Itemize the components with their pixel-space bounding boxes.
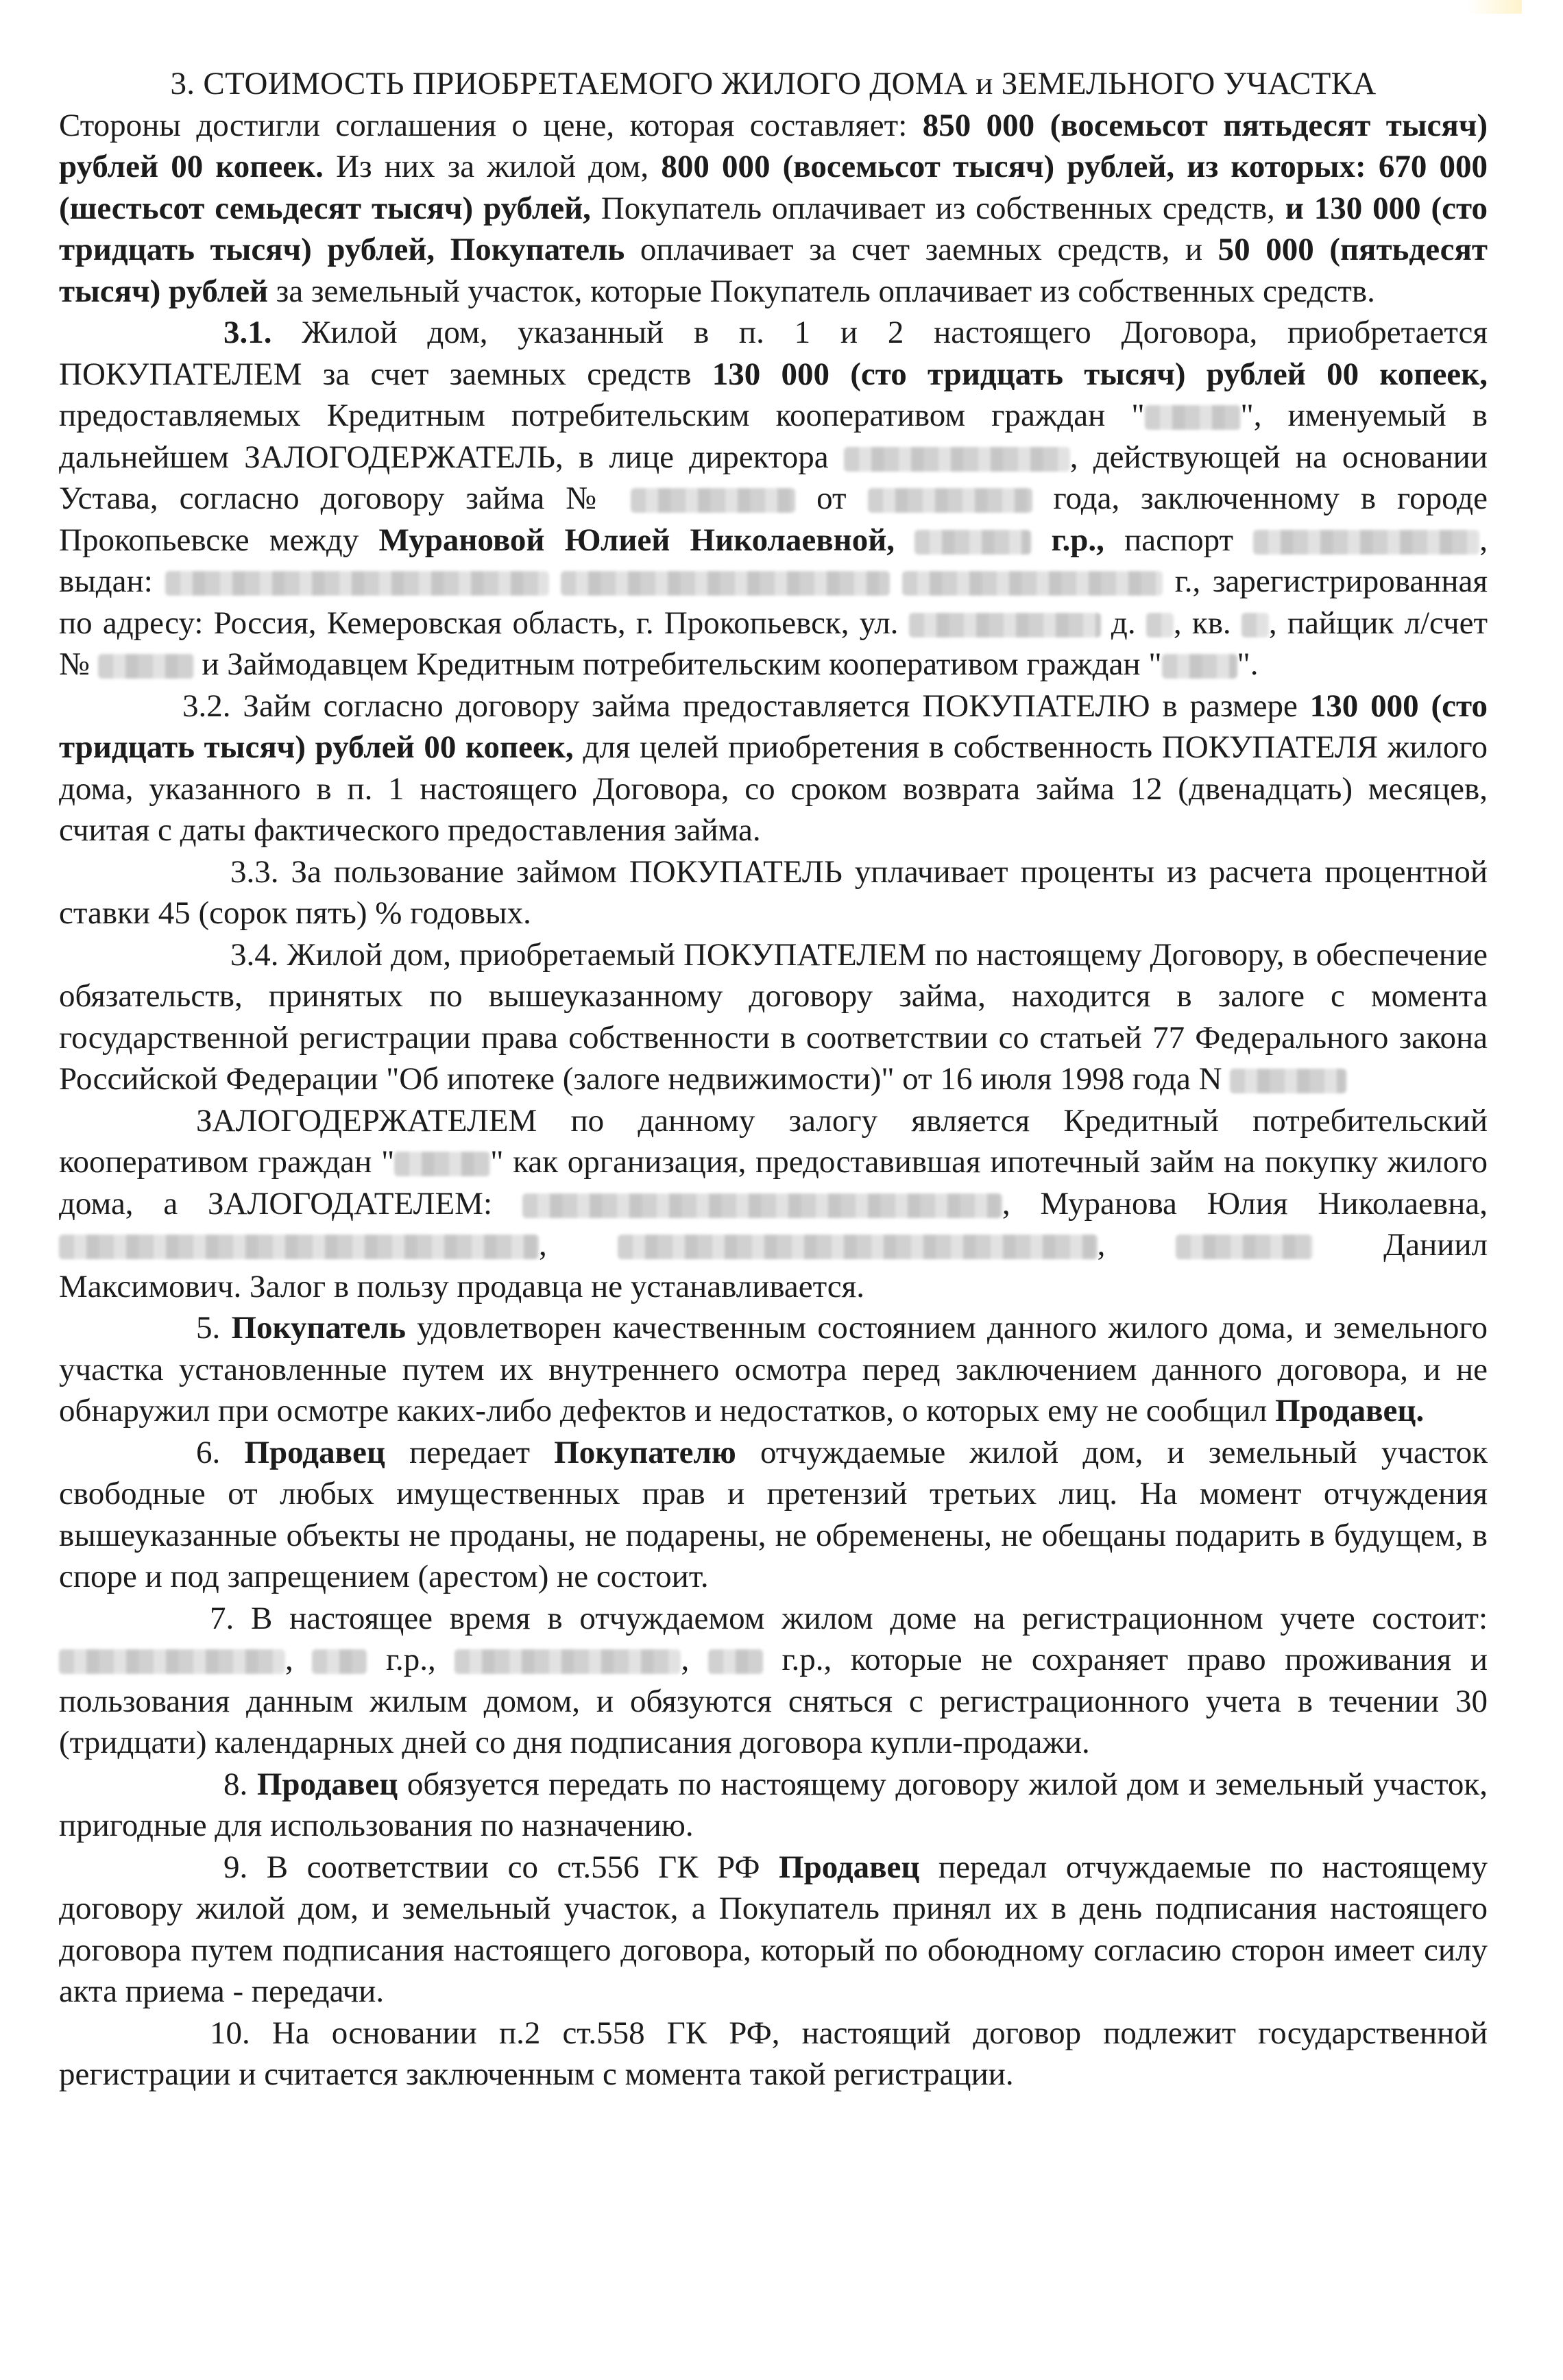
- text: передает: [385, 1434, 555, 1470]
- text: 7. В настоящее время в отчуждаемом жилом доме на регистрационном учете состоит:: [210, 1600, 1488, 1636]
- text: 3.4. Жилой дом, приобретаемый ПОКУПАТЕЛЕМ по настоящему Договору, в обеспечение обязательств, принятых по вышеуказанному договору займа, находится в залоге с момента государственной регистрации права собственности в соответствии со статьей 77 Федерального закона Российской Федерации "Об ипотеке (залоге недвижимости)" от 16 июля 1998 года N: [59, 936, 1488, 1097]
- clause-number: 6.: [196, 1434, 245, 1470]
- clause-3-4: [59, 934, 1488, 1100]
- redacted-pledger-4: [1176, 1235, 1313, 1259]
- text: ,: [681, 1642, 708, 1677]
- redacted-passport-issuer-2: [561, 571, 890, 596]
- text: Покупатель оплачивает из собственных средств,: [590, 190, 1285, 226]
- text: от: [795, 481, 868, 516]
- redacted-year-1: [312, 1649, 367, 1674]
- redacted-loan-date: [868, 488, 1032, 513]
- text: г., зарегистрированная по адресу: Россия, Кемеровская область, г. Прокопьевск, ул.: [59, 563, 1488, 641]
- text: предоставляемых Кредитным потребительским кооперативом граждан ": [59, 398, 1145, 433]
- clause-9: [59, 1847, 1488, 2013]
- section-3-title: СТОИМОСТЬ ПРИОБРЕТАЕМОГО ЖИЛОГО ДОМА и ЗЕМЕЛЬНОГО УЧАСТКА: [203, 66, 1377, 101]
- loan-amount: и 130 000 (сто тридцать тысяч) рублей, Покупатель: [59, 190, 1488, 267]
- text: ЗАЛОГОДЕРЖАТЕЛЕМ по данному залогу является Кредитный потребительский кооперативом граждан ": [59, 1102, 1488, 1180]
- clause-number: 3.2.: [182, 688, 231, 724]
- text: передал отчуждаемые по настоящему договору жилой дом, и земельный участок, а Покупатель принял их в день подписания настоящего договора путем подписания настоящего договора, который по обоюдному согласию сторон имеет силу акта приема - передачи.: [59, 1849, 1488, 2009]
- text: , действующей на основании Устава, согласно договору займа №: [59, 439, 1488, 516]
- text: Жилой дом, указанный в п. 1 и 2 настоящего Договора, приобретается ПОКУПАТЕЛЕМ за счет заемных средств: [59, 315, 1488, 392]
- redacted-flat: [1241, 613, 1269, 638]
- text: д.: [1100, 605, 1146, 641]
- text: , кв.: [1173, 605, 1241, 641]
- text: и Займодавцем Кредитным потребительским кооперативом граждан ": [193, 646, 1162, 682]
- redacted-law-number: [1230, 1069, 1346, 1093]
- text: ,: [1097, 1227, 1176, 1263]
- clause-number: 3.1.: [223, 315, 272, 350]
- redacted-year-2: [708, 1649, 763, 1674]
- redacted-pledger-1: [522, 1193, 1002, 1218]
- clause-3-3: 3.3. За пользование займом ПОКУПАТЕЛЬ уплачивает проценты из расчета процентной ставки 45 (сорок пять) % годовых.: [59, 853, 1488, 931]
- seller-term: Продавец: [244, 1434, 385, 1470]
- buyer-name: Мурановой Юлией Николаевной,: [378, 522, 895, 558]
- text: обязуется передать по настоящему договору жилой дом и земельный участок, пригодные для использования по назначению.: [59, 1766, 1488, 1843]
- clause-8: [59, 1764, 1488, 1847]
- redacted-coop-name-2: [1162, 654, 1237, 679]
- text: , пайщик л/счет №: [59, 605, 1488, 682]
- section-3-number: 3.: [170, 66, 195, 101]
- loan-amount: 130 000 (сто тридцать тысяч) рублей 00 копеек,: [712, 356, 1488, 392]
- seller-term: Продавец: [256, 1766, 398, 1802]
- pledge-paragraph: [59, 1100, 1488, 1308]
- redacted-coop-name: [1145, 405, 1241, 430]
- text: Из них за жилой дом,: [323, 149, 662, 184]
- scan-corner-mark: [1467, 0, 1522, 14]
- text: удовлетворен качественным состоянием данного жилого дома, и земельного участка установленные путем их внутреннего осмотра перед заключением данного договора, и не обнаружил при осмотре каких-либо дефектов и недостатков, о которых ему не сообщил: [59, 1310, 1488, 1429]
- clause-6: [59, 1432, 1488, 1598]
- text: г.р.,: [1051, 522, 1104, 558]
- text: Даниил Максимович. Залог в пользу продавца не устанавливается.: [59, 1227, 1488, 1304]
- text: ,: [539, 1227, 618, 1263]
- text: 9. В соответствии со ст.556 ГК РФ: [223, 1849, 779, 1885]
- seller-term: Продавец.: [1275, 1393, 1425, 1429]
- loan-amount: 130 000 (сто тридцать тысяч) рублей 00 копеек,: [59, 688, 1488, 765]
- total-price: 850 000 (восемьсот пятьдесят тысяч) рублей 00 копеек.: [59, 107, 1488, 184]
- text: ,: [285, 1642, 313, 1677]
- text: за земельный участок, которые Покупатель оплачивает из собственных средств.: [268, 273, 1375, 309]
- contract-page: [59, 63, 1488, 2096]
- redacted-director-name: [844, 447, 1070, 472]
- clause-5: [59, 1307, 1488, 1432]
- price-agreement-paragraph: [59, 105, 1488, 313]
- text: г.р.,: [367, 1642, 455, 1677]
- buyer-term: Покупателю: [554, 1434, 736, 1470]
- text: , Муранова Юлия Николаевна,: [1002, 1185, 1488, 1222]
- clause-number: 5.: [196, 1310, 232, 1346]
- text: " как организация, предоставившая ипотечный займ на покупку жилого дома, а ЗАЛОГОДАТЕЛЕМ:: [59, 1144, 1488, 1222]
- redacted-resident-1: [59, 1649, 285, 1674]
- house-price: 800 000 (восемьсот тысяч) рублей, из которых: 670 000 (шестьсот семьдесят тысяч) рублей,: [59, 149, 1488, 226]
- clause-3-2: [59, 685, 1488, 851]
- clause-number: 8.: [223, 1766, 257, 1802]
- text: оплачивает за счет заемных средств, и: [625, 232, 1218, 267]
- text: г.р., которые не сохраняет право проживания и пользования данным жилым домом, и обязуются сняться с регистрационного учета в течении 30 (тридцати) календарных дней со дня подписания договора купли-продажи.: [59, 1642, 1488, 1760]
- redacted-resident-2: [455, 1649, 681, 1674]
- text: Стороны достигли соглашения о цене, которая составляет:: [59, 107, 923, 143]
- redacted-house: [1146, 613, 1174, 638]
- land-price: 50 000 (пятьдесят тысяч) рублей: [59, 232, 1488, 309]
- redacted-street: [909, 613, 1101, 638]
- text: ", именуемый в дальнейшем ЗАЛОГОДЕРЖАТЕЛЬ, в лице директора: [59, 398, 1488, 475]
- clause-10: 10. На основании п.2 ст.558 ГК РФ, настоящий договор подлежит государственной регистрации и считается заключенным с момента такой регистрации.: [59, 2015, 1488, 2092]
- text: года, заключенному в городе Прокопьевске между: [59, 481, 1488, 558]
- text: Займ согласно договору займа предоставляется ПОКУПАТЕЛЮ в размере: [230, 688, 1310, 724]
- redacted-pledger-2: [59, 1235, 539, 1259]
- buyer-term: Покупатель: [231, 1310, 406, 1346]
- clause-3-1: [59, 312, 1488, 685]
- text: отчуждаемые жилой дом, и земельный участок свободные от любых имущественных прав и претензий третьих лиц. На момент отчуждения вышеуказанные объекты не проданы, не подарены, не обременены, не обещаны подарить в будущем, в споре и под запрещением (арестом) не состоит.: [59, 1434, 1488, 1594]
- redacted-birth-year: [914, 530, 1031, 555]
- redacted-loan-number: [631, 488, 795, 513]
- redacted-coop-name-3: [394, 1152, 490, 1176]
- redacted-pledger-3: [618, 1235, 1098, 1259]
- redacted-issue-date: [902, 571, 1163, 596]
- clause-7: [59, 1598, 1488, 1764]
- seller-term: Продавец: [779, 1849, 920, 1885]
- redacted-passport-issuer: [165, 571, 549, 596]
- text: для целей приобретения в собственность ПОКУПАТЕЛЯ жилого дома, указанного в п. 1 настоящего Договора, со сроком возврата займа 12 (двенадцать) месяцев, считая с даты фактического предоставления займа.: [59, 729, 1488, 848]
- text: , выдан:: [59, 522, 1488, 599]
- text: паспорт: [1104, 522, 1254, 558]
- redacted-passport: [1253, 530, 1479, 555]
- redacted-account: [98, 654, 194, 679]
- section-3-heading: [59, 63, 1488, 105]
- text: ".: [1237, 646, 1259, 682]
